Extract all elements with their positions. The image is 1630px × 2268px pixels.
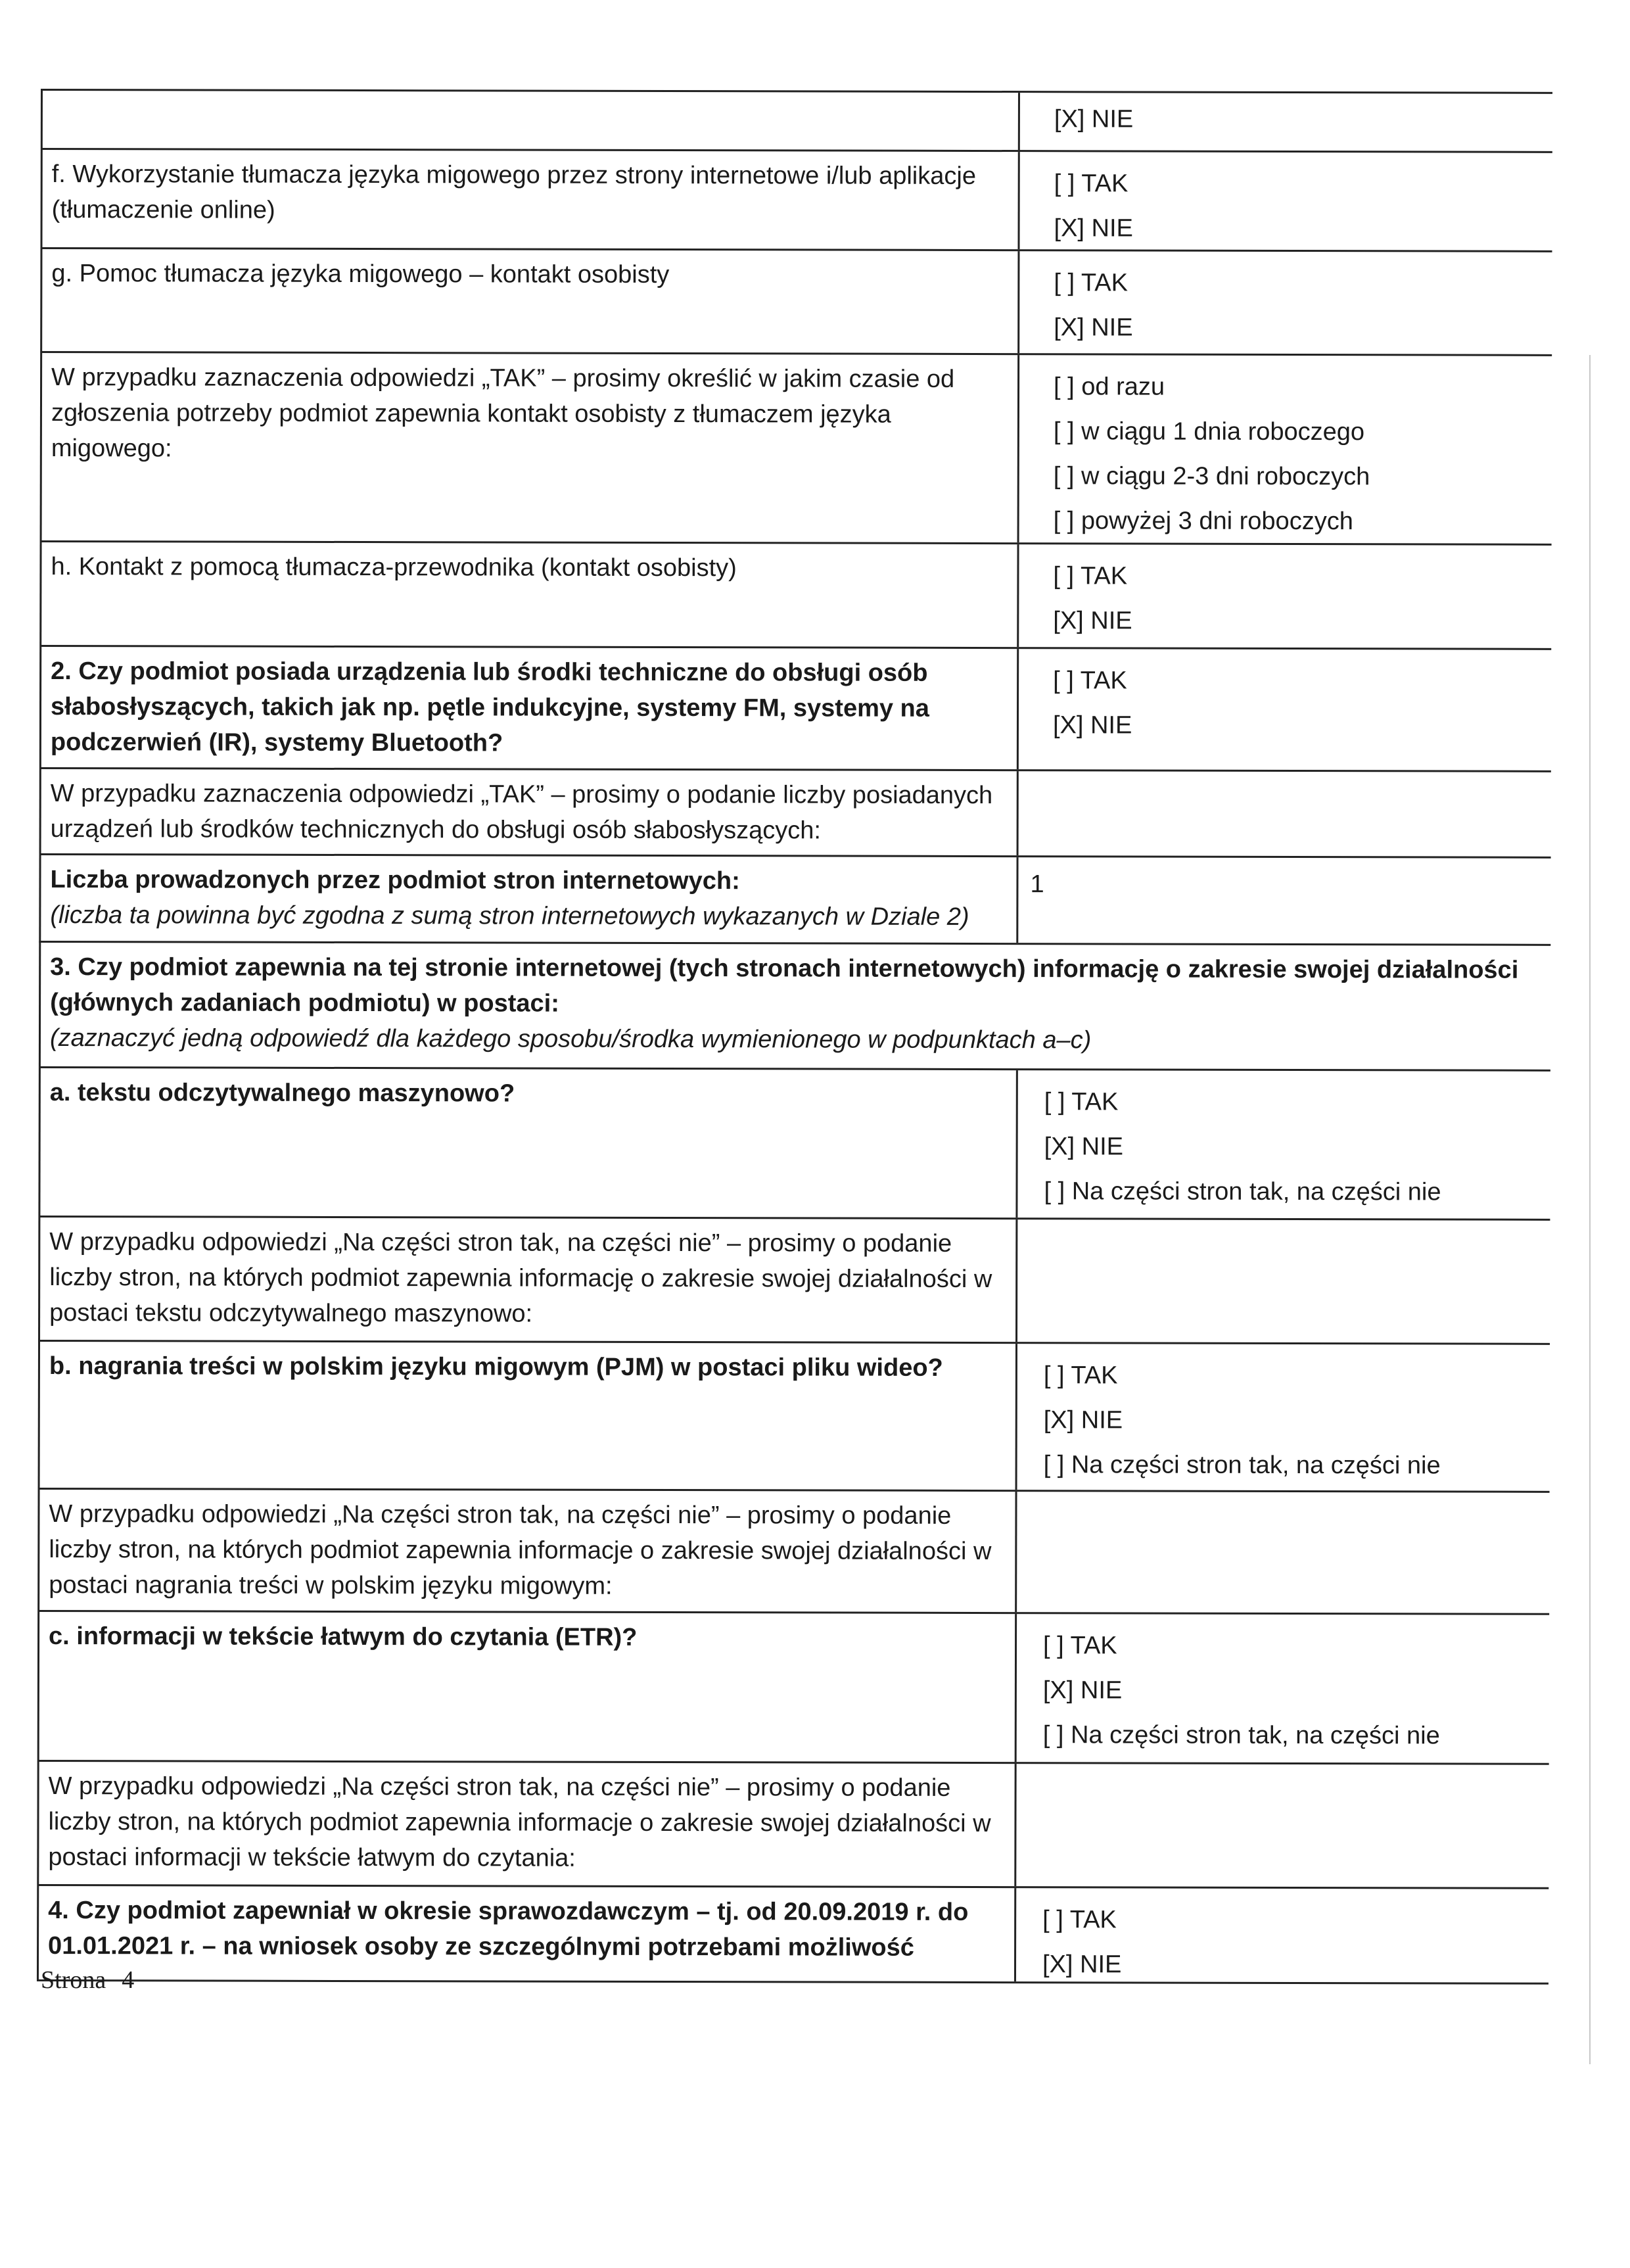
page-label: Strona — [41, 1966, 106, 1994]
answer-value[interactable]: 1 — [1030, 870, 1044, 899]
question-cell: f. Wykorzystanie tłumacza języka migowego przez strony internetowe i/lub aplikacje (tłumaczenie online) — [40, 150, 1019, 249]
answer-cell — [1017, 1070, 1550, 1219]
answer-cell — [1017, 1614, 1549, 1763]
option-checkbox[interactable]: [X] NIE — [1054, 105, 1134, 133]
form-row — [40, 351, 1552, 544]
form-row — [37, 1610, 1549, 1763]
form-row — [38, 1066, 1550, 1219]
form-row — [39, 645, 1551, 770]
question-cell: W przypadku odpowiedzi „Na części stron tak, na części nie” – prosimy o podanie liczby stron, na których podmiot zapewnia informacje o zakresie swojej działalności w postaci nagrania treści w polskim języku migowym: — [37, 1490, 1017, 1612]
option-checkbox[interactable]: [ ] Na części stron tak, na części nie — [1044, 1177, 1441, 1206]
question-cell: g. Pomoc tłumacza języka migowego – kontakt osobisty — [40, 249, 1019, 353]
question-text: Liczba prowadzonych przez podmiot stron internetowych: — [50, 866, 740, 895]
option-checkbox[interactable]: [ ] od razu — [1054, 373, 1165, 401]
option-checkbox[interactable]: [X] NIE — [1042, 1676, 1123, 1705]
answer-cell — [1019, 251, 1552, 354]
answer-cell — [1017, 1492, 1549, 1613]
answer-cell — [1017, 1219, 1550, 1343]
page-footer — [41, 1966, 134, 1995]
question-cell: h. Kontakt z pomocą tłumacza-przewodnika (kontakt osobisty) — [39, 542, 1019, 647]
form-row — [39, 540, 1551, 648]
option-checkbox[interactable]: [ ] TAK — [1044, 1088, 1119, 1116]
question-note: (zaznaczyć jedną odpowiedź dla każdego sposobu/środka wymienionego w podpunktach a–c) — [49, 1024, 1092, 1054]
answer-cell — [1019, 355, 1552, 544]
form-row — [39, 941, 1550, 1070]
accessibility-form-table — [37, 89, 1552, 1985]
form-row — [37, 1760, 1548, 1887]
question-text: 3. Czy podmiot zapewnia na tej stronie internetowej (tych stronach internetowych) informację o zakresie swojej działalności (głównych zadaniach podmiotu) w postaci: — [50, 953, 1519, 1018]
option-checkbox[interactable]: [X] NIE — [1053, 607, 1132, 635]
question-cell — [41, 91, 1020, 150]
form-row — [41, 89, 1552, 151]
option-checkbox[interactable]: [ ] w ciągu 2-3 dni roboczych — [1053, 462, 1370, 491]
question-note: (liczba ta powinna być zgodna z sumą stron internetowych wykazanych w Dziale 2) — [50, 901, 969, 931]
question-cell: W przypadku odpowiedzi „Na części stron tak, na części nie” – prosimy o podanie liczby stron, na których podmiot zapewnia informacje o zakresie swojej działalności w postaci informacji w tekście łatwym do czytania: — [37, 1762, 1016, 1886]
option-checkbox[interactable]: [ ] TAK — [1042, 1632, 1117, 1660]
form-row — [37, 1884, 1548, 1985]
option-checkbox[interactable]: [ ] TAK — [1054, 170, 1129, 198]
option-checkbox[interactable]: [ ] TAK — [1042, 1906, 1117, 1934]
section-header-cell — [41, 943, 1550, 1070]
answer-cell — [1019, 771, 1551, 857]
option-checkbox[interactable]: [X] NIE — [1054, 314, 1133, 342]
option-checkbox[interactable]: [ ] TAK — [1043, 1361, 1118, 1390]
option-checkbox[interactable]: [ ] Na części stron tak, na części nie — [1043, 1451, 1441, 1480]
answer-cell — [1020, 93, 1552, 151]
answer-cell — [1017, 1344, 1550, 1491]
option-checkbox[interactable]: [ ] TAK — [1053, 667, 1127, 695]
form-row — [39, 853, 1550, 944]
question-cell — [39, 855, 1018, 943]
answer-cell — [1019, 649, 1551, 770]
option-checkbox[interactable]: [ ] w ciągu 1 dnia roboczego — [1053, 417, 1365, 446]
option-checkbox[interactable]: [ ] TAK — [1054, 269, 1129, 297]
option-checkbox[interactable]: [X] NIE — [1044, 1133, 1124, 1161]
question-cell: 2. Czy podmiot posiada urządzenia lub środki techniczne do obsługi osób słabosłyszących, takich jak np. pętle indukcyjne, systemy FM, systemy na podczerwień (IR), systemy Bluetooth? — [39, 647, 1019, 769]
option-checkbox[interactable]: [X] NIE — [1054, 214, 1133, 243]
question-cell: c. informacji w tekście łatwym do czytania (ETR)? — [37, 1612, 1017, 1762]
answer-cell — [1016, 1764, 1548, 1887]
option-checkbox[interactable]: [X] NIE — [1042, 1950, 1122, 1979]
question-cell: W przypadku zaznaczenia odpowiedzi „TAK” – prosimy o podanie liczby posiadanych urządzeń lub środków technicznych do obsługi osób słabosłyszących: — [39, 769, 1019, 855]
answer-cell — [1016, 1888, 1548, 1983]
answer-cell — [1019, 544, 1551, 648]
form-row — [38, 1216, 1550, 1343]
scan-edge-mark — [1589, 355, 1591, 2064]
form-row — [39, 767, 1551, 857]
option-checkbox[interactable]: [ ] powyżej 3 dni roboczych — [1053, 507, 1353, 536]
form-row — [38, 1340, 1550, 1491]
option-checkbox[interactable]: [ ] TAK — [1053, 562, 1128, 590]
question-cell: a. tekstu odczytywalnego maszynowo? — [38, 1068, 1017, 1217]
form-row — [37, 1488, 1549, 1613]
option-checkbox[interactable]: [ ] Na części stron tak, na części nie — [1042, 1721, 1440, 1750]
answer-cell — [1019, 152, 1552, 250]
question-cell: b. nagrania treści w polskim języku migowym (PJM) w postaci pliku wideo? — [38, 1342, 1017, 1490]
question-cell: 4. Czy podmiot zapewniał w okresie sprawozdawczym – tj. od 20.09.2019 r. do 01.01.2021 r. – na wniosek osoby ze szczególnymi potrzebami możliwość — [37, 1886, 1016, 1981]
option-checkbox[interactable]: [X] NIE — [1052, 711, 1132, 740]
question-cell: W przypadku zaznaczenia odpowiedzi „TAK” – prosimy określić w jakim czasie od zgłoszenia potrzeby podmiot zapewnia kontakt osobisty z tłumaczem języka migowego: — [40, 353, 1020, 542]
question-cell: W przypadku odpowiedzi „Na części stron tak, na części nie” – prosimy o podanie liczby stron, na których podmiot zapewnia informację o zakresie swojej działalności w postaci tekstu odczytywalnego maszynowo: — [38, 1217, 1017, 1342]
option-checkbox[interactable]: [X] NIE — [1043, 1406, 1123, 1434]
form-row — [40, 148, 1552, 250]
form-row — [40, 247, 1552, 354]
page-number: 4 — [122, 1966, 135, 1994]
